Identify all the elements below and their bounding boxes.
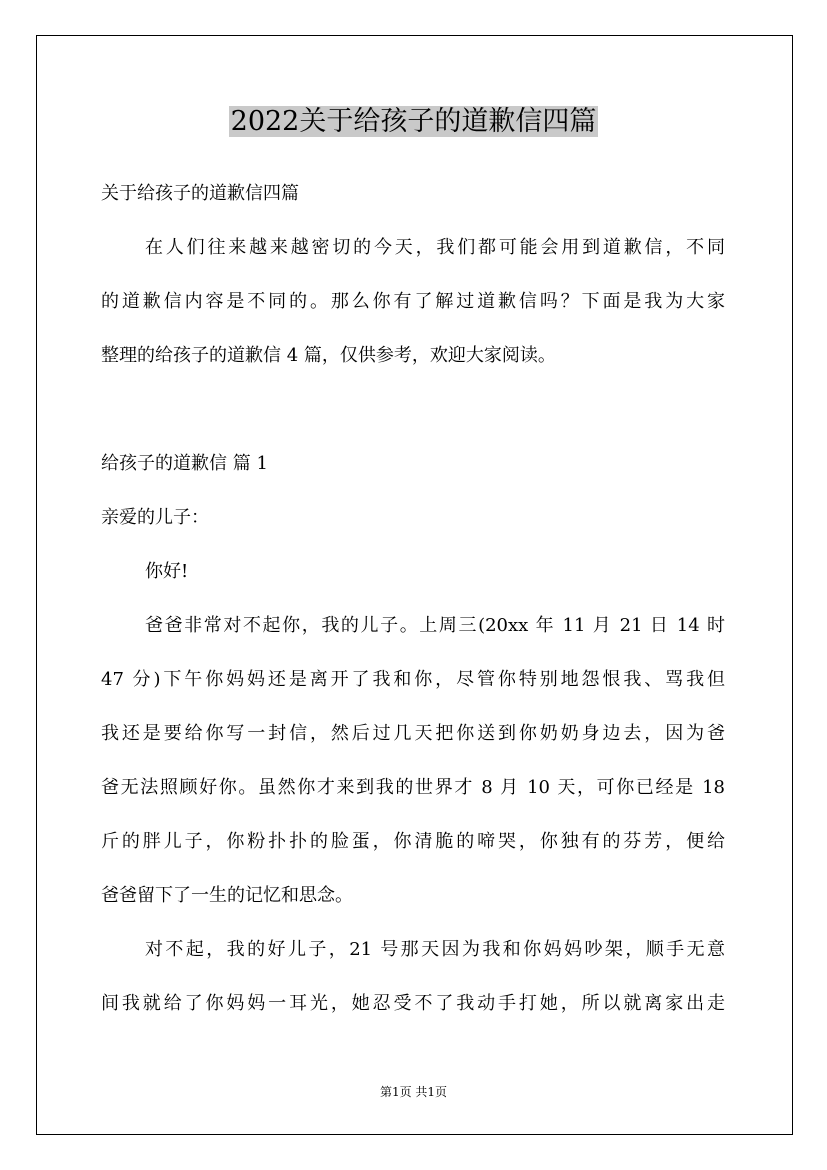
paragraph2-line-1: 对不起，我的好儿子，21 号那天因为我和你妈妈吵架，顺手无意 [145, 939, 725, 960]
intro-line-1: 在人们往来越来越密切的今天，我们都可能会用到道歉信，不同 [145, 237, 725, 258]
paragraph2-line-2: 间我就给了你妈妈一耳光，她忍受不了我动手打她，所以就离家出走 [101, 993, 725, 1014]
paragraph1-line-5: 斤的胖儿子，你粉扑扑的脸蛋，你清脆的啼哭，你独有的芬芳，便给 [101, 831, 725, 852]
intro-line-2: 的道歉信内容是不同的。那么你有了解过道歉信吗？下面是我为大家 [101, 291, 725, 312]
document-title-text: 2022关于给孩子的道歉信四篇 [230, 106, 597, 137]
section-heading: 给孩子的道歉信 篇 1 [101, 453, 268, 474]
subtitle: 关于给孩子的道歉信四篇 [101, 183, 299, 204]
paragraph1-line-2: 47 分)下午你妈妈还是离开了我和你，尽管你特别地怨恨我、骂我但 [101, 669, 725, 690]
greeting: 你好! [145, 561, 189, 582]
paragraph1-line-6: 爸爸留下了一生的记忆和思念。 [101, 885, 353, 906]
page-footer: 第1页 共1页 [379, 1085, 448, 1099]
paragraph1-line-1: 爸爸非常对不起你，我的儿子。上周三(20xx 年 11 月 21 日 14 时 [145, 615, 725, 636]
document-title [0, 102, 827, 142]
salutation: 亲爱的儿子： [101, 507, 209, 528]
paragraph1-line-4: 爸无法照顾好你。虽然你才来到我的世界才 8 月 10 天，可你已经是 18 [101, 777, 725, 798]
intro-line-3: 整理的给孩子的道歉信 4 篇，仅供参考，欢迎大家阅读。 [101, 345, 556, 366]
paragraph1-line-3: 我还是要给你写一封信，然后过几天把你送到你奶奶身边去，因为爸 [101, 723, 725, 744]
